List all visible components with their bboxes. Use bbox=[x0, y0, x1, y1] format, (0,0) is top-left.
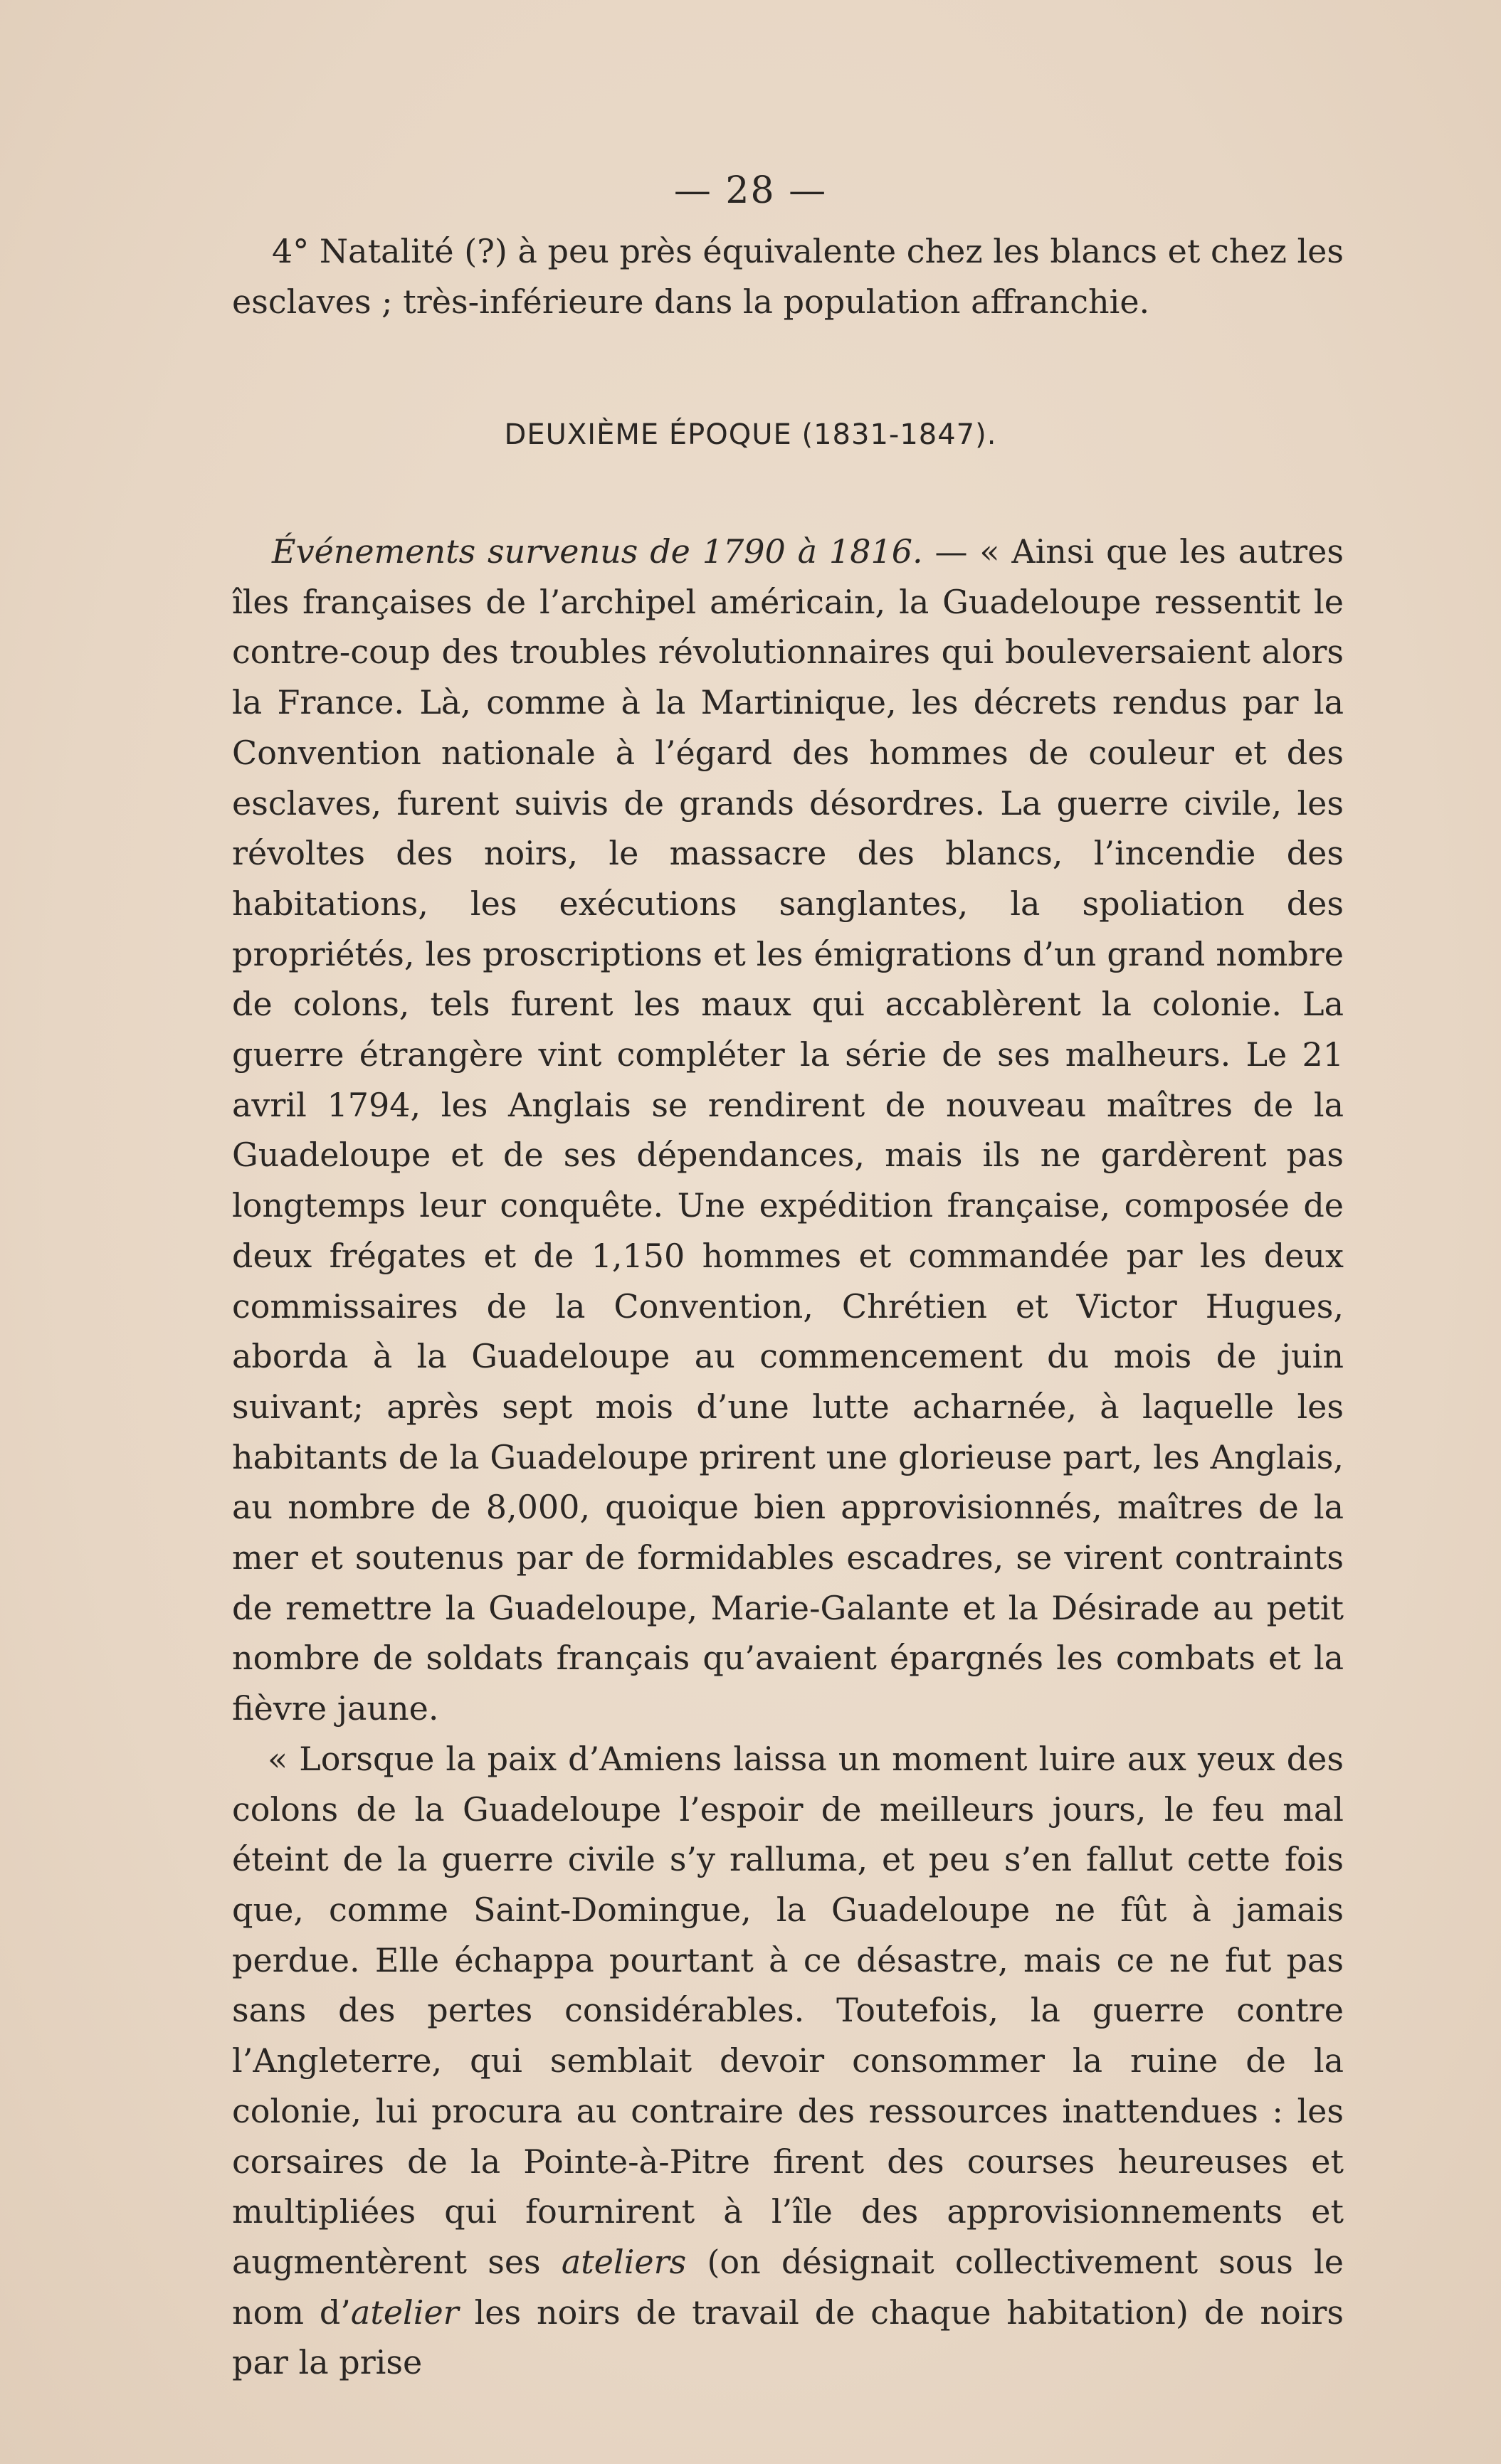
main-text bbox=[232, 527, 1344, 2388]
paragraph-title: Événements survenus de 1790 à 1816. bbox=[272, 532, 923, 571]
paragraph-events-text: — « Ainsi que les autres îles françaises de l’archipel américain, la Guadeloupe ressentit le contre-coup des troubles révolutionnaires qui bouleversaient alors la France. Là, comme à la Martinique, les décrets rendus par la Convention nationale à l’égard des hommes de couleur et des esclaves, furent suivis de grands désordres. La guerre civile, les révoltes des noirs, le massacre des blancs, l’incendie des habitations, les exécutions sanglantes, la spoliation des propriétés, les proscriptions et les émigrations d’un grand nombre de colons, tels furent les maux qui accablèrent la colonie. La guerre étrangère vint compléter la série de ses malheurs. Le 21 avril 1794, les Anglais se rendirent de nouveau maîtres de la Guadeloupe et de ses dépendances, mais ils ne gardèrent pas longtemps leur conquête. Une expédition française, composée de deux frégates et de 1,150 hommes et commandée par les deux commissaires de la Convention, Chrétien et Victor Hugues, aborda à la Guadeloupe au commencement du mois de juin suivant; après sept mois d’une lutte acharnée, à laquelle les habitants de la Guadeloupe prirent une glorieuse part, les Anglais, au nombre de 8,000, quoique bien approvisionnés, maîtres de la mer et soutenus par de formidables escadres, se virent contraints de remettre la Guadeloupe, Marie-Galante et la Désirade au petit nombre de soldats français qu’avaient épargnés les combats et la fièvre jaune. bbox=[232, 532, 1344, 1728]
paragraph-amiens-text: « Lorsque la paix d’Amiens laissa un moment luire aux yeux des colons de la Guadeloupe l’espoir de meilleurs jours, le feu mal éteint de la guerre civile s’y ralluma, et peu s’en fallut cette fois que, comme Saint-Domingue, la Guadeloupe ne fût à jamais perdue. Elle échappa pourtant à ce désastre, mais ce ne fut pas sans des pertes considérables. Toutefois, la guerre contre l’Angleterre, qui semblait devoir consommer la ruine de la colonie, lui procura au contraire des ressources inattendues : les corsaires de la Pointe-à-Pitre firent des courses heureuses et multipliées qui fournirent à l’île des approvisionnements et augmentèrent ses bbox=[232, 1739, 1344, 2281]
italic-term-atelier: atelier bbox=[350, 2293, 459, 2332]
intro-paragraph: 4° Natalité (?) à peu près équivalente chez les blancs et chez les esclaves ; très-inférieure dans la population affranchie. bbox=[232, 232, 1344, 321]
paragraph-events bbox=[232, 527, 1344, 1734]
paragraph-amiens-text-end: les noirs de travail de chaque habitation) de noirs par la prise bbox=[232, 2293, 1344, 2382]
italic-term-ateliers: ateliers bbox=[561, 2242, 687, 2281]
paragraph-amiens-text-middle: (on désignait collectivement sous le nom d’ bbox=[232, 2242, 1344, 2332]
section-heading: DEUXIÈME ÉPOQUE (1831-1847). bbox=[504, 418, 997, 451]
page-number: — 28 — bbox=[673, 169, 828, 212]
paragraph-amiens bbox=[232, 1734, 1344, 2388]
